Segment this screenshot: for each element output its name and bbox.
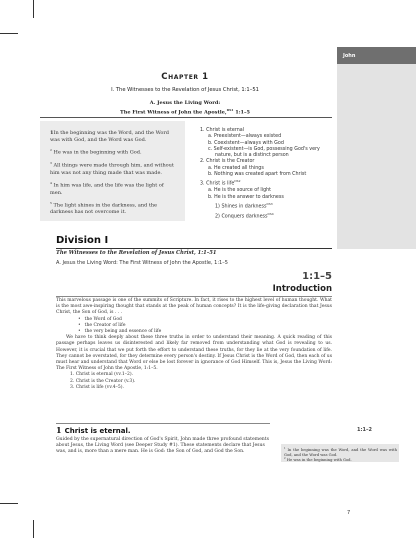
section-heading-line2: The First Witness of John the Apostle,$^{DS1}$ 1:1–5 [119, 108, 250, 116]
section1-reference: 1:1–2 [357, 427, 372, 433]
outline-item: nature, but is a distinct person [215, 153, 289, 159]
chapter-title: Chapter 1 [161, 72, 209, 82]
paragraph: This marvelous passage is one of the summits of Scripture. In fact, it rises to the highest level of human thought. What is the most awe-inspiring thought that stands at the peak of human concepts? It is the life-giving declaration that Jesus Christ, the Son of God, is . . . [56, 298, 332, 316]
side-panel [337, 64, 416, 249]
outline-item: 3. Christ is life$^{DS2}$ [200, 179, 241, 187]
outline-item: b. Coexistent—always with God [208, 140, 284, 146]
running-head-tab [337, 47, 416, 64]
outline-item: b. He is the answer to darkness [208, 194, 284, 200]
crop-mark [33, 0, 34, 18]
numbered-item: 1. Christ is eternal (vv.1–2). [70, 372, 134, 378]
crop-mark [33, 520, 34, 538]
side-scripture [284, 447, 397, 463]
numbered-item: 3. Christ is life (vv.4–5). [70, 384, 124, 390]
outline [200, 128, 340, 221]
section-heading [40, 100, 330, 117]
outline-item: b. Nothing was created apart from Christ [208, 172, 307, 178]
division-subtitle: The Witnesses to the Revelation of Jesus Christ, 1:1–51 [56, 250, 217, 256]
section1-heading: 1 Christ is eternal. [56, 425, 131, 435]
running-head: John [343, 53, 356, 59]
verse: $^3$ All things were made through him, and without him was not any thing made that was made. [50, 161, 174, 176]
bullet-item: • the Word of God [78, 317, 332, 323]
outline-item: 2. Christ is the Creator [200, 159, 255, 165]
scripture-box [40, 121, 185, 221]
division-title: Division I [56, 235, 109, 246]
verse: $^5$ The light shines in the darkness, and the darkness has not overcome it. [50, 201, 158, 216]
section1-body: Guided by the supernatural direction of God's Spirit, John made three profound statements about Jesus, the Living Word (see Deeper Study #1). These statements declare that Jesus was, and is, more than a mere man. He is God: the Son of God, and God the Son. [56, 437, 269, 455]
verse: 1In the beginning was the Word, and the Word was with God, and the Word was God. [50, 130, 169, 143]
bullet-list [78, 317, 332, 336]
bullet-item: • the very being and essence of life [78, 329, 332, 335]
crop-mark [0, 503, 18, 504]
page-number: 7 [347, 510, 351, 516]
crop-mark [0, 33, 18, 34]
section-heading-line1: A. Jesus the Living Word: [149, 100, 221, 106]
verse: $^4$ In him was life, and the life was the light of men. [50, 181, 164, 196]
outline-item: a. He created all things [208, 165, 264, 171]
outline-item: 1. Christ is eternal [200, 128, 245, 133]
division-section: A. Jesus the Living Word: The First Witness of John the Apostle, 1:1–5 [56, 260, 228, 266]
introduction-body [56, 298, 332, 391]
introduction-rule [56, 296, 332, 297]
side-verse: $^1$ In the beginning was the Word, and the Word was with God, and the Word was God. [284, 447, 397, 457]
section-rule [40, 117, 332, 118]
section1-rule [56, 423, 270, 424]
passage-reference: 1:1–5 [302, 271, 332, 282]
chapter-subtitle: I. The Witnesses to the Revelation of Jesus Christ, 1:1–51 [111, 87, 259, 93]
outline-item: 1) Shines in darkness$^{DS3}$ [215, 201, 273, 210]
introduction-heading: Introduction [272, 284, 332, 294]
numbered-item: 2. Christ is the Creator (v.3). [70, 378, 136, 384]
division-rule [56, 248, 332, 249]
outline-item: a. Preexistent—always existed [208, 134, 282, 140]
verse-block [40, 121, 185, 216]
verse: $^2$ He was in the beginning with God. [50, 148, 142, 156]
outline-item: a. He is the source of light [208, 188, 272, 194]
side-verse: $^2$ He was in the beginning with God. [284, 457, 352, 463]
paragraph: We have to think deeply about these three truths in order to understand their meaning. A quick reading of this passage perhaps leaves us disinterested and likely far removed from understanding what God is revealing to us. However, it is crucial that we put forth the effort to understand these truths, for they lie at the very foundation of life. They cannot be overstated, for they determine every person's destiny. If Jesus Christ is the Word of God, then each of us must hear and understand that Word or else be lost forever in ignorance of God Himself. This is, Jesus the Living Word: The First Witness of John the Apostle, 1:1–5. [56, 335, 332, 372]
bullet-item: • the Creator of life [78, 323, 332, 329]
outline-item: 2) Conquers darkness$^{DS4}$ [215, 211, 274, 220]
outline-item: c. Self-existent—is God, possessing God's very [208, 146, 320, 152]
